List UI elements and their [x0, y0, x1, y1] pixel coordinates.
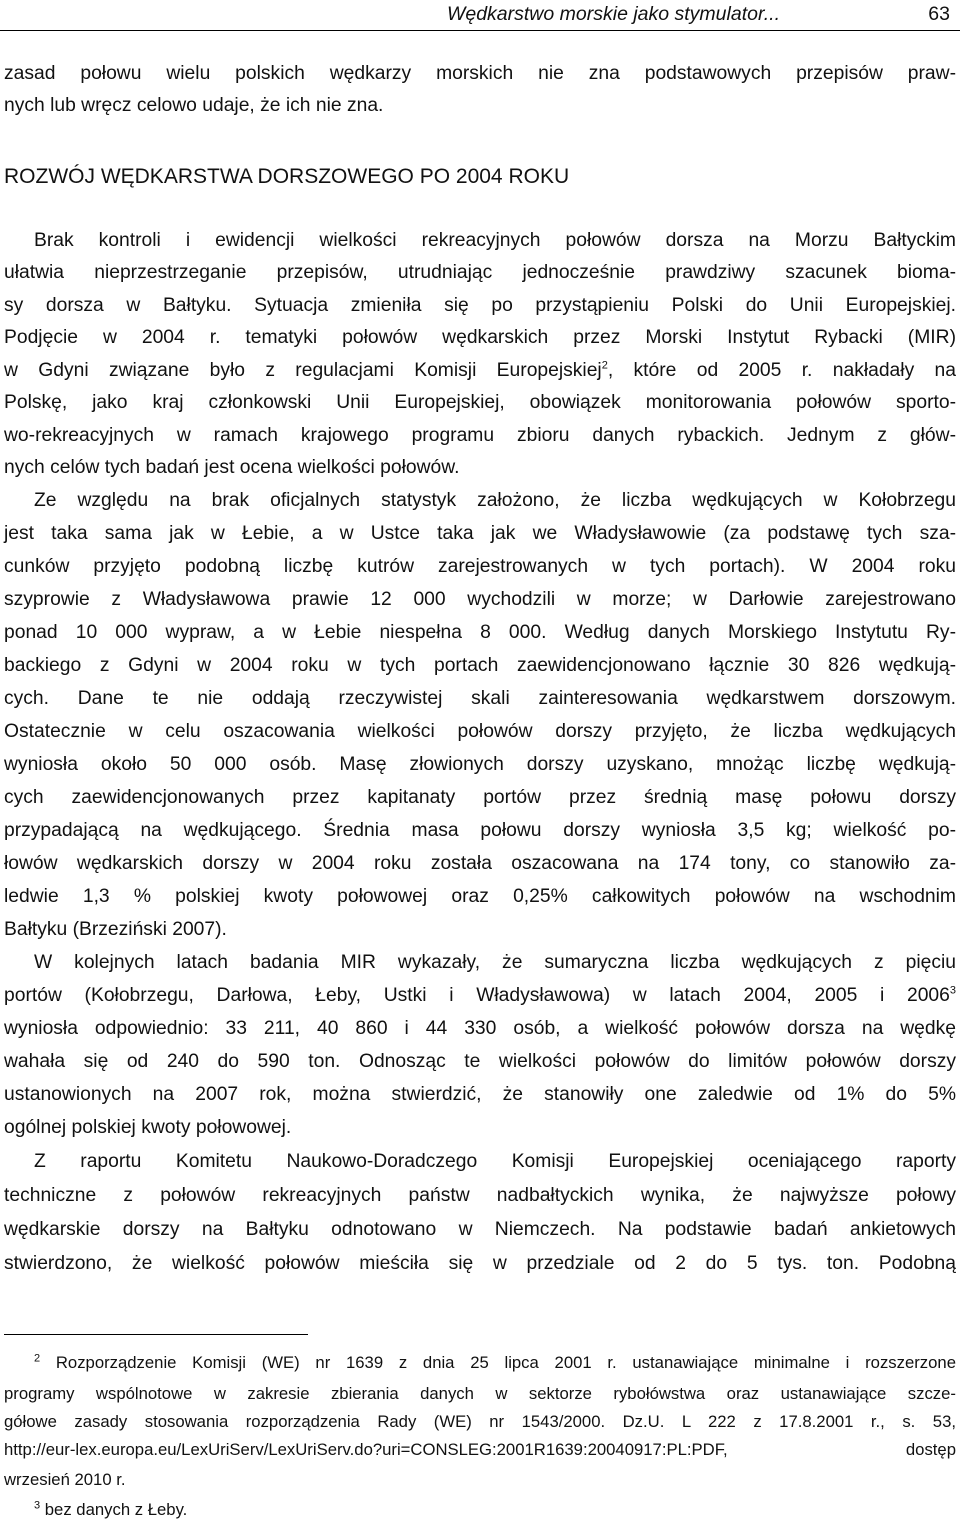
- footnote-line: wrzesień 2010 r.: [4, 1470, 126, 1489]
- body-line: wahała się od 240 do 590 ton. Odnosząc te wielkości połowów do limitów połowów dorszy: [4, 1051, 956, 1072]
- footnote-line: [34, 1353, 956, 1373]
- footnote-line: http://eur-lex.europa.eu/LexUriServ/LexUriServ.do?uri=CONSLEG:2001R1639:20040917:PL:PDF, dostęp: [4, 1440, 956, 1459]
- footnote-marker: 3: [34, 1499, 41, 1512]
- body-line: [4, 360, 956, 382]
- body-line: W kolejnych latach badania MIR wykazały, że sumaryczna liczba wędkujących z pięciu: [34, 952, 956, 973]
- body-line: cunków przyjęto podobną liczbę kutrów zarejestrowanych w tych portach). W 2004 roku: [4, 556, 956, 577]
- body-line: cych zaewidencjonowanych przez kapitanaty portów przez średnią masę połowu dorszy: [4, 787, 956, 808]
- header-rule: [0, 30, 960, 31]
- footnote-text: bez danych z Łeby.: [44, 1500, 188, 1519]
- body-line: Podjęcie w 2004 r. tematyki połowów wędkarskich przez Morski Instytut Rybacki (MIR): [4, 327, 956, 348]
- body-line: wyniosła odpowiednio: 33 211, 40 860 i 44 330 osób, a wielkość połowów dorsza na wędkę: [4, 1018, 956, 1039]
- body-line: cych. Dane te nie oddają rzeczywistej skali zainteresowania wędkarstwem dorszowym.: [4, 688, 956, 709]
- body-line: Polskę, jako kraj członkowski Unii Europejskiej, obowiązek monitorowania połowów sporto-: [4, 392, 956, 413]
- body-line: techniczne z połowów rekreacyjnych państw nadbałtyckich wynika, że najwyższe połowy: [4, 1185, 956, 1206]
- running-header: [0, 0, 960, 30]
- body-line: sy dorsza w Bałtyku. Sytuacja zmieniła się po przystąpieniu Polski do Unii Europejskiej.: [4, 295, 956, 316]
- footnote-ref: 3: [949, 984, 956, 997]
- section-heading: ROZWÓJ WĘDKARSTWA DORSZOWEGO PO 2004 ROKU: [4, 165, 570, 188]
- footnote-ref: 2: [601, 359, 608, 372]
- body-line: ustanowionych na 2007 rok, można stwierdzić, że stanowiły one zaledwie od 1% do 5%: [4, 1084, 956, 1105]
- body-line: Brak kontroli i ewidencji wielkości rekreacyjnych połowów dorsza na Morzu Bałtyckim: [34, 230, 956, 251]
- body-line: ponad 10 000 wypraw, a w Łebie niespełna 8 000. Według danych Morskiego Instytutu Ry-: [4, 622, 956, 643]
- body-line: ogólnej polskiej kwoty połowowej.: [4, 1117, 292, 1138]
- body-line: ułatwia nieprzestrzeganie przepisów, utrudniając jednocześnie prawdziwy szacunek bioma-: [4, 262, 956, 283]
- body-line: nych celów tych badań jest ocena wielkości połowów.: [4, 457, 460, 478]
- body-line: stwierdzono, że wielkość połowów mieściła się w przedziale od 2 do 5 tys. ton. Podobną: [4, 1253, 956, 1274]
- footnote-3: [34, 1500, 956, 1520]
- body-line-text: w Gdyni związane było z regulacjami Komisji Europejskiej: [4, 360, 602, 381]
- body-line: wędkarskie dorszy na Bałtyku odnotowano w Niemczech. Na podstawie badań ankietowych: [4, 1219, 956, 1240]
- footnote-text: Rozporządzenie Komisji (WE) nr 1639 z dnia 25 lipca 2001 r. ustanawiające minimalne i rozszerzone: [55, 1353, 956, 1372]
- body-line-text: , które od 2005 r. nakładały na: [607, 360, 956, 381]
- body-line: Bałtyku (Brzeziński 2007).: [4, 919, 227, 940]
- body-line: wyniosła około 50 000 osób. Masę złowionych dorszy uzyskano, mnożąc liczbę wędkują-: [4, 754, 956, 775]
- intro-line: nych lub wręcz celowo udaje, że ich nie zna.: [4, 95, 384, 116]
- body-line: Ostatecznie w celu oszacowania wielkości połowów dorszy przyjęto, że liczba wędkujących: [4, 721, 956, 742]
- body-line: backiego z Gdyni w 2004 roku w tych portach zaewidencjonowano łącznie 30 826 wędkują-: [4, 655, 956, 676]
- body-line: Ze względu na brak oficjalnych statystyk założono, że liczba wędkujących w Kołobrzegu: [34, 490, 956, 511]
- page-number: 63: [928, 3, 950, 25]
- footnote-rule: [4, 1334, 308, 1335]
- running-title: Wędkarstwo morskie jako stymulator...: [446, 3, 780, 25]
- body-line: wo-rekreacyjnych w ramach krajowego programu zbioru danych rybackich. Jednym z głów-: [4, 425, 956, 446]
- body-line: przypadającą na wędkującego. Średnia masa połowu dorszy wyniosła 3,5 kg; wielkość po-: [4, 820, 956, 841]
- body-line: ledwie 1,3 % polskiej kwoty połowowej oraz 0,25% całkowitych połowów na wschodnim: [4, 886, 956, 907]
- body-line: szyprowie z Władysławowa prawie 12 000 wychodzili w morze; w Darłowie zarejestrowano: [4, 589, 956, 610]
- footnote-line: programy wspólnotowe w zakresie zbierania danych w sektorze rybołówstwa oraz ustanawiające szcze-: [4, 1384, 956, 1403]
- body-line: [4, 985, 956, 1007]
- body-line-text: portów (Kołobrzegu, Darłowa, Łeby, Ustki i Władysławowa) w latach 2004, 2005 i 2006: [4, 985, 950, 1006]
- intro-line: zasad połowu wielu polskich wędkarzy morskich nie zna podstawowych przepisów praw-: [4, 63, 956, 84]
- body-line: jest taka sama jak w Łebie, a w Ustce taka jak we Władysławowie (za podstawę tych sza-: [4, 523, 956, 544]
- footnote-line: gółowe zasady stosowania rozporządzenia Rady (WE) nr 1543/2000. Dz.U. L 222 z 17.8.2001 r., s. 53,: [4, 1412, 956, 1431]
- body-line: Z raportu Komitetu Naukowo-Doradczego Komisji Europejskiej oceniającego raporty: [34, 1151, 956, 1172]
- body-line: łowów wędkarskich dorszy w 2004 roku została oszacowana na 174 tony, co stanowiło za-: [4, 853, 956, 874]
- footnote-marker: 2: [34, 1352, 41, 1365]
